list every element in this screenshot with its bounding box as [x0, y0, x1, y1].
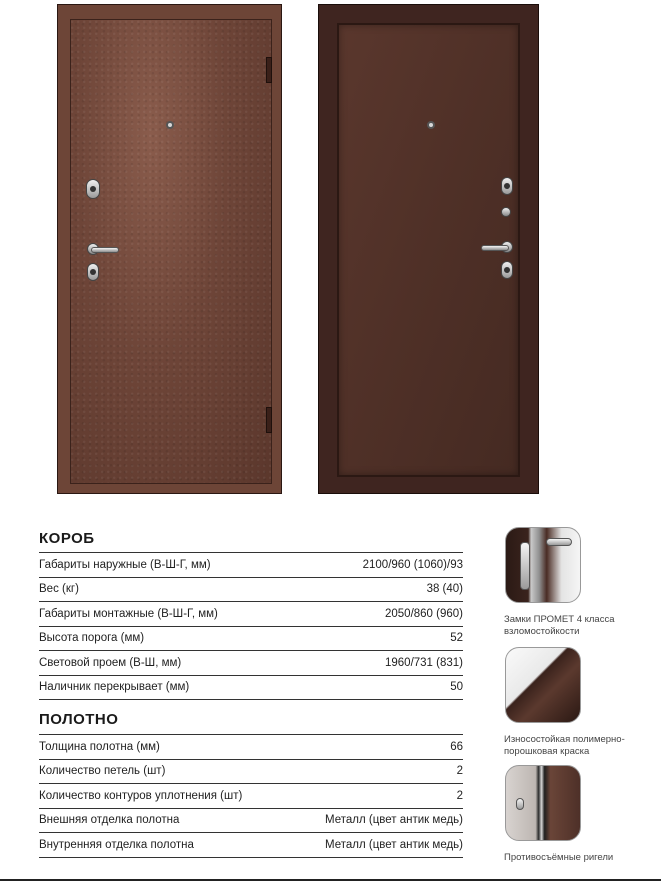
- spec-value: 2100/960 (1060)/93: [362, 558, 463, 571]
- spec-value: 2: [456, 765, 463, 778]
- table-row: [39, 578, 463, 603]
- spec-value: 2050/860 (960): [384, 607, 463, 620]
- peephole-icon: [166, 121, 174, 129]
- spec-label: Габариты монтажные (В-Ш-Г, мм): [39, 607, 218, 620]
- feature-caption-locks: Замки ПРОМЕТ 4 класса взломостойкости: [504, 614, 615, 637]
- spec-value: 1960/731 (831): [384, 656, 463, 669]
- spec-value: 38 (40): [426, 583, 463, 596]
- spec-label: Толщина полотна (мм): [39, 740, 160, 753]
- feature-thumb-locks: [505, 527, 581, 603]
- section-title-korob: КОРОБ: [39, 530, 95, 547]
- handle-icon: [546, 538, 572, 546]
- hinge-icon: [266, 407, 272, 433]
- spec-label: Количество контуров уплотнения (шт): [39, 789, 243, 802]
- feature-caption-coating: Износостойкая полимерно-порошковая краска: [504, 734, 625, 757]
- spec-value: 66: [450, 740, 463, 753]
- door-outer-image: [57, 4, 282, 494]
- spec-label: Габариты наружные (В-Ш-Г, мм): [39, 558, 211, 571]
- feature-thumb-coating: [505, 647, 581, 723]
- table-row: [39, 676, 463, 701]
- spec-table-korob: [39, 552, 463, 700]
- spec-table-polotno: [39, 734, 463, 858]
- hinge-icon: [266, 57, 272, 83]
- door-handle-icon: [481, 245, 509, 251]
- door-inner-image: [318, 4, 539, 494]
- spec-value: Металл (цвет антик медь): [325, 838, 463, 851]
- spec-value: 2: [456, 789, 463, 802]
- peephole-icon: [427, 121, 435, 129]
- spec-label: Наличник перекрывает (мм): [39, 681, 190, 694]
- table-row: [39, 602, 463, 627]
- spec-label: Внутренняя отделка полотна: [39, 838, 194, 851]
- table-row: [39, 735, 463, 760]
- spec-value: Металл (цвет антик медь): [325, 814, 463, 827]
- feature-caption-anti-removal: Противосъёмные ригели: [504, 852, 614, 863]
- spec-value: 52: [450, 632, 463, 645]
- table-row: [39, 553, 463, 578]
- table-row: [39, 760, 463, 785]
- table-row: [39, 784, 463, 809]
- upper-lock-icon: [86, 179, 100, 199]
- spec-label: Вес (кг): [39, 583, 79, 596]
- spec-value: 50: [450, 681, 463, 694]
- table-row: [39, 809, 463, 834]
- lock-bolts-icon: [520, 542, 530, 590]
- section-title-polotno: ПОЛОТНО: [39, 711, 119, 728]
- table-row: [39, 627, 463, 652]
- spec-label: Высота порога (мм): [39, 632, 145, 645]
- table-row: [39, 651, 463, 676]
- spec-label: Количество петель (шт): [39, 765, 166, 778]
- thumb-turn-icon: [501, 207, 511, 217]
- lower-lock-icon: [87, 263, 99, 281]
- table-row: [39, 833, 463, 858]
- spec-label: Световой проем (В-Ш, мм): [39, 656, 182, 669]
- feature-thumb-anti-removal: [505, 765, 581, 841]
- spec-label: Внешняя отделка полотна: [39, 814, 180, 827]
- bolt-icon: [516, 798, 524, 810]
- lower-lock-icon: [501, 261, 513, 279]
- door-handle-icon: [91, 247, 119, 253]
- upper-lock-icon: [501, 177, 513, 195]
